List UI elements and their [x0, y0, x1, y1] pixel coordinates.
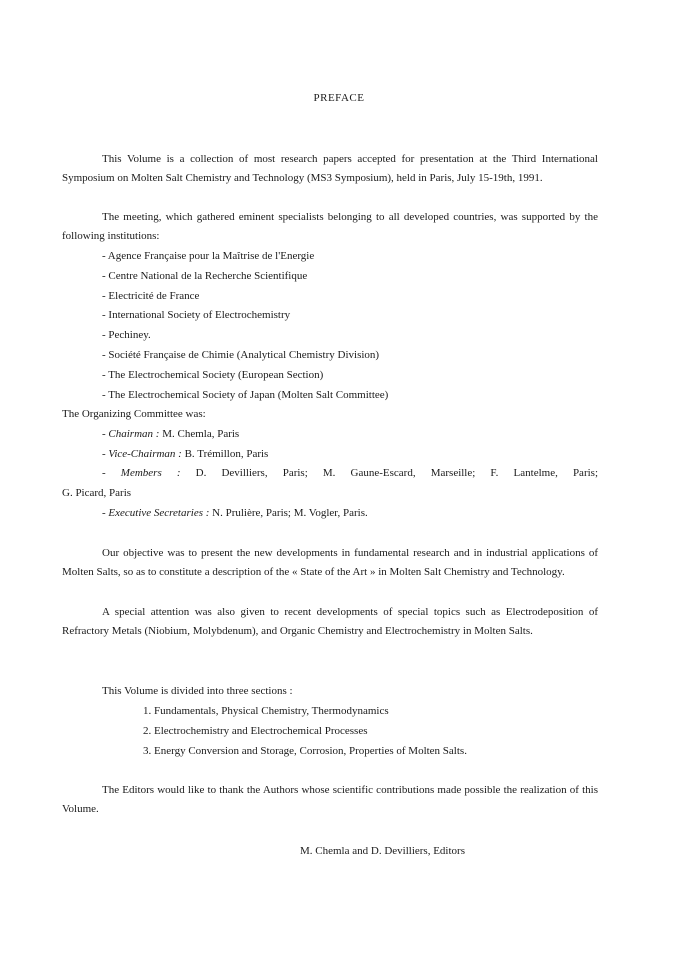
intro-paragraph: This Volume is a collection of most research papers accepted for presentation at the Third International Symposium on Molten Salt Chemistry and Technology (MS3 Symposium), held in Paris, July 15-19th, 1991. — [62, 153, 598, 185]
committee-heading: The Organizing Committee was: — [62, 408, 206, 420]
editors-signature: M. Chemla and D. Devilliers, Editors — [300, 845, 465, 857]
list-item: - Pechiney. — [102, 329, 151, 342]
list-item: - Société Française de Chimie (Analytical Chemistry Division) — [102, 348, 380, 361]
sections-list — [143, 702, 467, 761]
list-item: - The Electrochemical Society of Japan (Molten Salt Committee) — [102, 388, 389, 401]
committee-secretaries — [62, 504, 598, 524]
page-title: PREFACE — [313, 92, 365, 104]
institutions-list — [102, 247, 388, 405]
list-item: - Agence Française pour la Maîtrise de l'Energie — [102, 250, 315, 262]
sections-intro: This Volume is divided into three sections : — [102, 685, 293, 697]
list-item: - Centre National de la Recherche Scientifique — [102, 269, 308, 282]
chairman-name: M. Chemla, Paris — [162, 427, 240, 440]
section-item: 1. Fundamentals, Physical Chemistry, Thermodynamics — [143, 705, 389, 717]
attention-paragraph: A special attention was also given to recent developments of special topics such as Electrodeposition of Refractory Metals (Niobium, Molybdenum), and Organic Chemistry and Electrochemistry in Molten Salts. — [62, 606, 598, 638]
secretaries-names: N. Prulière, Paris; M. Vogler, Paris. — [212, 506, 368, 519]
thanks-paragraph: The Editors would like to thank the Authors whose scientific contributions made possible the realization of this Volume. — [62, 784, 598, 816]
vice-chairman-name: B. Trémillon, Paris — [184, 447, 269, 460]
list-item: - The Electrochemical Society (European Section) — [102, 368, 324, 381]
section-item: 3. Energy Conversion and Storage, Corrosion, Properties of Molten Salts. — [143, 744, 467, 757]
committee-members-continued: G. Picard, Paris — [62, 487, 132, 500]
committee-members — [62, 464, 598, 484]
committee-vice-chairman — [62, 445, 598, 465]
objective-paragraph: Our objective was to present the new developments in fundamental research and in industrial applications of Molten Salts, so as to constitute a description of the « State of the Art » in Molten Salt Chemistry and Technology. — [62, 547, 598, 579]
list-item: - Electricité de France — [102, 289, 200, 302]
meeting-paragraph: The meeting, which gathered eminent specialists belonging to all developed countries, was supported by the following institutions: — [62, 211, 598, 243]
members-names: D. Devilliers, Paris; M. Gaune-Escard, Marseille; F. Lantelme, Paris; — [195, 467, 598, 480]
vice-chairman-role: - Vice-Chairman : — [102, 447, 182, 460]
section-item: 2. Electrochemistry and Electrochemical Processes — [143, 724, 368, 737]
organizing-committee — [62, 405, 598, 524]
committee-chairman — [62, 425, 598, 445]
secretaries-role: - Executive Secretaries : — [102, 506, 210, 519]
members-role: - Members : — [102, 467, 181, 480]
list-item: - International Society of Electrochemistry — [102, 309, 291, 322]
chairman-role: - Chairman : — [102, 427, 160, 440]
